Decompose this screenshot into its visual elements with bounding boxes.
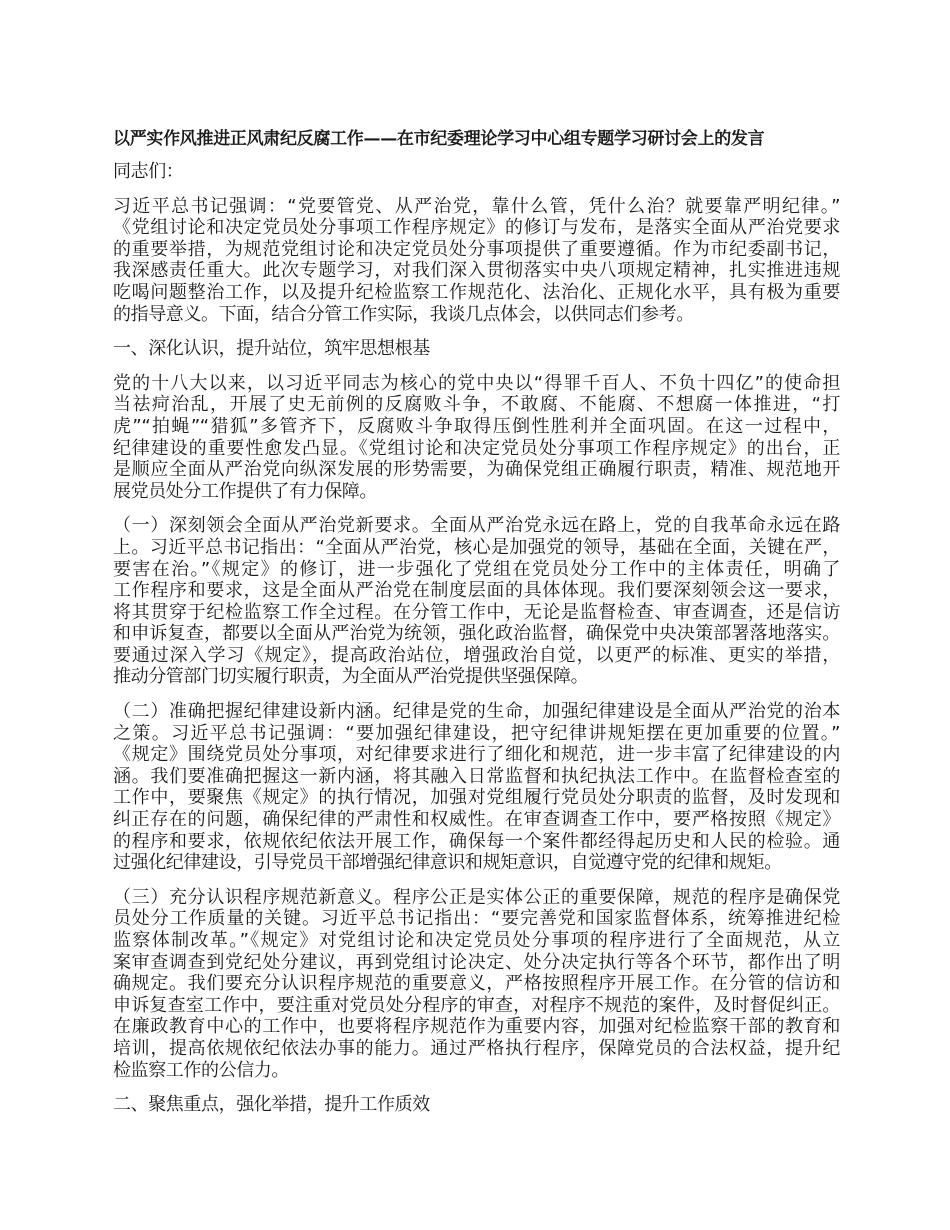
text-line: 二、聚焦重点，强化举措，提升工作质效 — [113, 1094, 430, 1116]
text-line: 申诉复查室工作中，要注重对党员处分程序的审查，对程序不规范的案件，及时督促纠正。 — [113, 994, 840, 1016]
text-line: 工作中，要聚焦《规定》的执行情况，加强对党组履行党员处分职责的监督，及时发现和 — [113, 787, 840, 809]
text-line: 的指导意义。下面，结合分管工作实际，我谈几点体会，以供同志们参考。 — [113, 303, 694, 325]
text-line: 之策。习近平总书记强调：“要加强纪律建设，把守纪律讲规矩摆在更加重要的位置。” — [113, 722, 840, 744]
text-line: 习近平总书记强调：“党要管党、从严治党，靠什么管，凭什么治？就要靠严明纪律。” — [113, 195, 840, 217]
text-line: 检监察工作的公信力。 — [113, 1059, 289, 1081]
text-line: 将其贯穿于纪检监察工作全过程。在分管工作中，无论是监督检查、审查调查，还是信访 — [113, 601, 840, 623]
text-line: 在廉政教育中心的工作中，也要将程序规范作为重要内容，加强对纪检监察干部的教育和 — [113, 1016, 840, 1038]
text-line: （三）充分认识程序规范新意义。程序公正是实体公正的重要保障，规范的程序是确保党 — [113, 886, 840, 908]
text-line: 确规定。我们要充分认识程序规范的重要意义，严格按照程序开展工作。在分管的信访和 — [113, 973, 840, 995]
paragraph — [113, 515, 840, 688]
text-line: 《规定》围绕党员处分事项，对纪律要求进行了细化和规范，进一步丰富了纪律建设的内 — [113, 744, 840, 766]
text-line: 培训，提高依规依纪依法办事的能力。通过严格执行程序，保障党员的合法权益，提升纪 — [113, 1037, 840, 1059]
document-title: 以严实作风推进正风肃纪反腐工作——在市纪委理论学习中心组专题学习研讨会上的发言 — [113, 129, 765, 149]
text-line: 是顺应全面从严治党向纵深发展的形势需要，为确保党组正确履行职责，精准、规范地开 — [113, 459, 840, 481]
section-heading — [113, 1094, 840, 1116]
text-line: 要通过深入学习《规定》，提高政治站位，增强政治自觉，以更严的标准、更实的举措， — [113, 644, 840, 666]
text-line: 我深感责任重大。此次专题学习，对我们深入贯彻落实中央八项规定精神，扎实推进违规 — [113, 260, 840, 282]
text-line: （二）准确把握纪律建设新内涵。纪律是党的生命，加强纪律建设是全面从严治党的治本 — [113, 701, 840, 723]
text-line: 和申诉复查，都要以全面从严治党为统领，强化政治监督，确保党中央决策部署落地落实。 — [113, 623, 840, 645]
paragraph — [113, 887, 840, 1081]
text-line: 上。习近平总书记指出：“全面从严治党，核心是加强党的领导，基础在全面，关键在严， — [113, 536, 840, 558]
document-page — [113, 128, 840, 1129]
salutation — [113, 161, 840, 183]
text-line: 员处分工作质量的关键。习近平总书记指出：“要完善党和国家监督体系，统筹推进纪检 — [113, 908, 840, 930]
section-heading — [113, 338, 840, 360]
text-line: 吃喝问题整治工作，以及提升纪检监察工作规范化、法治化、正规化水平，具有极为重要 — [113, 281, 840, 303]
text-line: 的重要举措，为规范党组讨论和决定党员处分事项提供了重要遵循。作为市纪委副书记， — [113, 238, 840, 260]
text-line: 纪律建设的重要性愈发凸显。《党组讨论和决定党员处分事项工作程序规定》的出台，正 — [113, 437, 840, 459]
text-line: 《党组讨论和决定党员处分事项工作程序规定》的修订与发布，是落实全面从严治党要求 — [113, 217, 840, 239]
text-line: 案审查调查到党纪处分建议，再到党组讨论决定、处分决定执行等各个环节，都作出了明 — [113, 951, 840, 973]
text-line: 推动分管部门切实履行职责，为全面从严治党提供坚强保障。 — [113, 666, 589, 688]
paragraph — [113, 373, 840, 503]
text-line: （一）深刻领会全面从严治党新要求。全面从严治党永远在路上，党的自我革命永远在路 — [113, 515, 840, 537]
salutation-text: 同志们： — [113, 161, 184, 182]
paragraph — [113, 196, 840, 326]
text-line: 一、深化认识，提升站位，筑牢思想根基 — [113, 338, 430, 360]
text-line: 虎”“拍蝇”“猎狐”多管齐下，反腐败斗争取得压倒性胜利并全面巩固。在这一过程中， — [113, 415, 840, 437]
text-line: 党的十八大以来，以习近平同志为核心的党中央以“得罪千百人、不负十四亿”的使命担 — [113, 372, 840, 394]
text-line: 当祛疴治乱，开展了史无前例的反腐败斗争，不敢腐、不能腐、不想腐一体推进，“打 — [113, 394, 840, 416]
document-body — [113, 196, 840, 1116]
text-line: 纠正存在的问题，确保纪律的严肃性和权威性。在审查调查工作中，要严格按照《规定》 — [113, 809, 840, 831]
text-line: 展党员处分工作提供了有力保障。 — [113, 480, 377, 502]
text-line: 涵。我们要准确把握这一新内涵，将其融入日常监督和执纪执法工作中。在监督检查室的 — [113, 765, 840, 787]
text-line: 过强化纪律建设，引导党员干部增强纪律意识和规矩意识，自觉遵守党的纪律和规矩。 — [113, 852, 782, 874]
text-line: 监察体制改革。”《规定》对党组讨论和决定党员处分事项的程序进行了全面规范，从立 — [113, 930, 840, 951]
text-line: 的程序和要求，依规依纪依法开展工作，确保每一个案件都经得起历史和人民的检验。通 — [113, 830, 840, 852]
paragraph — [113, 701, 840, 874]
text-line: 要害在治。”《规定》的修订，进一步强化了党组在党员处分工作中的主体责任，明确了 — [113, 558, 840, 580]
text-line: 工作程序和要求，这是全面从严治党在制度层面的具体体现。我们要深刻领会这一要求， — [113, 580, 840, 602]
